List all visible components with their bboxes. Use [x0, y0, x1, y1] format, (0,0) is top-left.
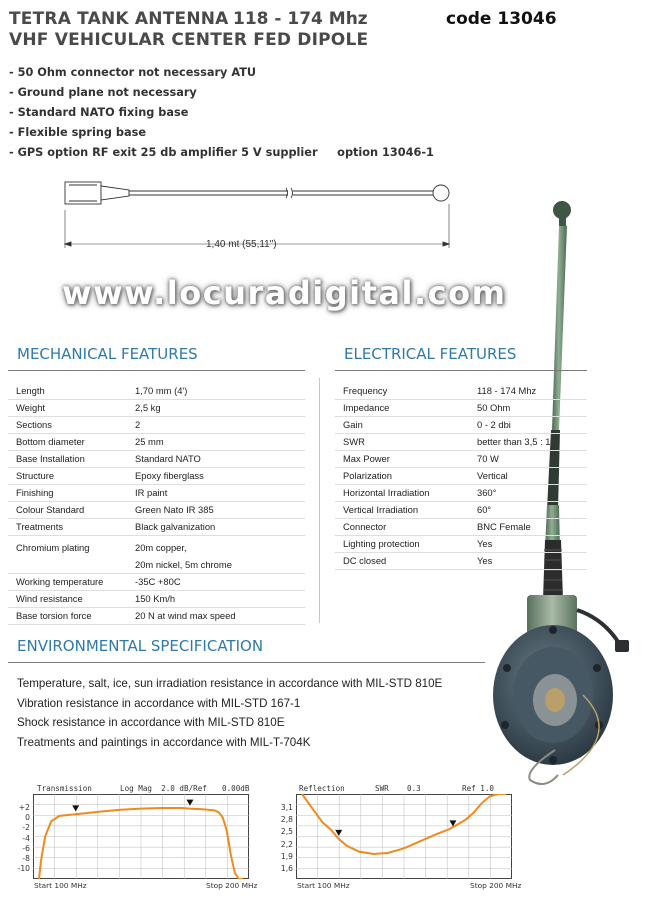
spec-value: Black galvanization [127, 518, 305, 535]
spec-key: Working temperature [8, 573, 127, 590]
environmental-divider [8, 662, 485, 663]
spec-value: 2 [127, 416, 305, 433]
graph-header-left: Reflection [299, 784, 345, 793]
spec-row [8, 535, 305, 573]
spec-value-line: 20m nickel, 5m chrome [135, 558, 232, 570]
y-tick-label: 2,5 [280, 827, 293, 837]
spec-row [8, 607, 305, 624]
spec-row [335, 552, 587, 569]
spec-value: 0 - 2 dbi [469, 416, 587, 433]
electrical-heading: ELECTRICAL FEATURES [344, 345, 517, 363]
y-tick-label: 2,2 [280, 839, 293, 849]
spec-row [8, 382, 305, 399]
spec-value: 60° [469, 501, 587, 518]
y-tick-label: -2 [22, 823, 30, 833]
mechanical-table [8, 382, 305, 625]
mechanical-heading: MECHANICAL FEATURES [17, 345, 198, 363]
spec-key: Polarization [335, 467, 469, 484]
spec-value: Standard NATO [127, 450, 305, 467]
spec-value [127, 535, 305, 573]
feature-item: - GPS option RF exit 25 db amplifier 5 V supplier option 13046-1 [9, 146, 434, 159]
spec-key: Impedance [335, 399, 469, 416]
spec-row [8, 433, 305, 450]
spec-row [335, 399, 587, 416]
ball-tip [433, 185, 449, 201]
feature-item: - Standard NATO fixing base [9, 106, 189, 119]
y-tick-label: 2,8 [280, 815, 293, 825]
y-tick-label: -8 [22, 853, 30, 863]
spec-row [335, 484, 587, 501]
spec-value: Vertical [469, 467, 587, 484]
spec-value: 50 Ohm [469, 399, 587, 416]
spec-key: Bottom diameter [8, 433, 127, 450]
spec-key: Horizontal Irradiation [335, 484, 469, 501]
spec-value: 25 mm [127, 433, 305, 450]
y-tick-label: -6 [22, 843, 30, 853]
spec-value: Yes [469, 552, 587, 569]
spec-key: Weight [8, 399, 127, 416]
y-tick-label: 1,6 [280, 864, 293, 873]
spec-row [335, 535, 587, 552]
spec-row [8, 518, 305, 535]
mechanical-divider [8, 370, 305, 371]
spec-key: Structure [8, 467, 127, 484]
spec-value: IR paint [127, 484, 305, 501]
spec-value: 70 W [469, 450, 587, 467]
spec-row [335, 433, 587, 450]
spec-key: Length [8, 382, 127, 399]
y-tick-label: 3,1 [280, 803, 293, 812]
electrical-table [335, 382, 587, 570]
spec-value: 2,5 kg [127, 399, 305, 416]
graph-header-mid: SWR 0.3 [375, 784, 421, 793]
spec-row [8, 399, 305, 416]
transmission-plot [33, 794, 249, 879]
spec-row [8, 467, 305, 484]
spec-row [335, 450, 587, 467]
spec-key: Wind resistance [8, 590, 127, 607]
product-title: TETRA TANK ANTENNA [9, 9, 229, 29]
spec-row [335, 501, 587, 518]
spec-key: DC closed [335, 552, 469, 569]
spec-value: 150 Km/h [127, 590, 305, 607]
spec-key: Connector [335, 518, 469, 535]
spec-row [8, 590, 305, 607]
spec-key: Vertical Irradiation [335, 501, 469, 518]
spec-value: 118 - 174 Mhz [469, 382, 587, 399]
reflection-plot [296, 794, 512, 879]
feature-list [9, 66, 434, 166]
spec-value: Epoxy fiberglass [127, 467, 305, 484]
graph-start-label: Start 100 MHz [34, 881, 87, 890]
graph-header-right: Ref 1.0 [462, 784, 495, 793]
spec-value: Yes [469, 535, 587, 552]
spec-key: Frequency [335, 382, 469, 399]
graph-header-mid: Log Mag 2.0 dB/Ref [120, 784, 207, 793]
spec-value: 360° [469, 484, 587, 501]
graph-stop-label: Stop 200 MHz [470, 881, 522, 890]
environmental-item: Temperature, salt, ice, sun irradiation resistance in accordance with MIL-STD 810E [17, 677, 443, 690]
spec-key: Gain [335, 416, 469, 433]
column-divider [319, 378, 320, 623]
electrical-divider [335, 370, 587, 371]
spec-key: Lighting protection [335, 535, 469, 552]
graph-header-right: 0.00dB [222, 784, 250, 793]
y-tick-label: 0 [25, 813, 30, 823]
spec-key: Treatments [8, 518, 127, 535]
spec-row [8, 416, 305, 433]
graph-start-label: Start 100 MHz [297, 881, 350, 890]
feature-item: - 50 Ohm connector not necessary ATU [9, 66, 257, 79]
feature-item: - Flexible spring base [9, 126, 146, 139]
graph-header-left: Transmission [37, 784, 92, 793]
spec-row [8, 573, 305, 590]
spec-value: -35C +80C [127, 573, 305, 590]
spec-row [8, 450, 305, 467]
spec-row [335, 416, 587, 433]
spec-value: 20 N at wind max speed [127, 607, 305, 624]
environmental-list [17, 676, 442, 754]
length-label: 1,40 mt (55,11") [206, 239, 277, 250]
spec-value-line: 20m copper, [135, 541, 187, 553]
antenna-ball [553, 201, 571, 219]
spec-key: Sections [8, 416, 127, 433]
y-tick-label: +2 [18, 803, 30, 812]
spec-key: Base torsion force [8, 607, 127, 624]
y-tick-label: -4 [22, 833, 30, 843]
y-tick-label: -10 [17, 864, 30, 873]
spec-key: Chromium plating [8, 535, 127, 573]
environmental-item: Shock resistance in accordance with MIL-STD 810E [17, 716, 285, 729]
spec-key: Colour Standard [8, 501, 127, 518]
spec-row [335, 467, 587, 484]
environmental-item: Treatments and paintings in accordance with MIL-T-704K [17, 735, 311, 749]
spec-value: 1,70 mm (4') [127, 382, 305, 399]
environmental-item: Vibration resistance in accordance with MIL-STD 167-1 [17, 696, 301, 710]
product-code: code 13046 [446, 9, 557, 29]
y-tick-label: 1,9 [280, 851, 293, 861]
spec-row [8, 501, 305, 518]
spec-value: better than 3,5 : 1 [469, 433, 587, 450]
spec-value: Green Nato IR 385 [127, 501, 305, 518]
watermark: www.locuradigital.com [62, 274, 507, 312]
spec-key: Finishing [8, 484, 127, 501]
environmental-heading: ENVIRONMENTAL SPECIFICATION [17, 637, 264, 655]
product-subtitle: VHF VEHICULAR CENTER FED DIPOLE [9, 30, 369, 50]
spec-value: BNC Female [469, 518, 587, 535]
spec-key: SWR [335, 433, 469, 450]
spec-row [8, 484, 305, 501]
feature-item: - Ground plane not necessary [9, 86, 197, 99]
frequency-range: 118 - 174 Mhz [233, 9, 368, 29]
spec-row [335, 382, 587, 399]
spec-key: Base Installation [8, 450, 127, 467]
spec-key: Max Power [335, 450, 469, 467]
graph-stop-label: Stop 200 MHz [206, 881, 258, 890]
spec-row [335, 518, 587, 535]
